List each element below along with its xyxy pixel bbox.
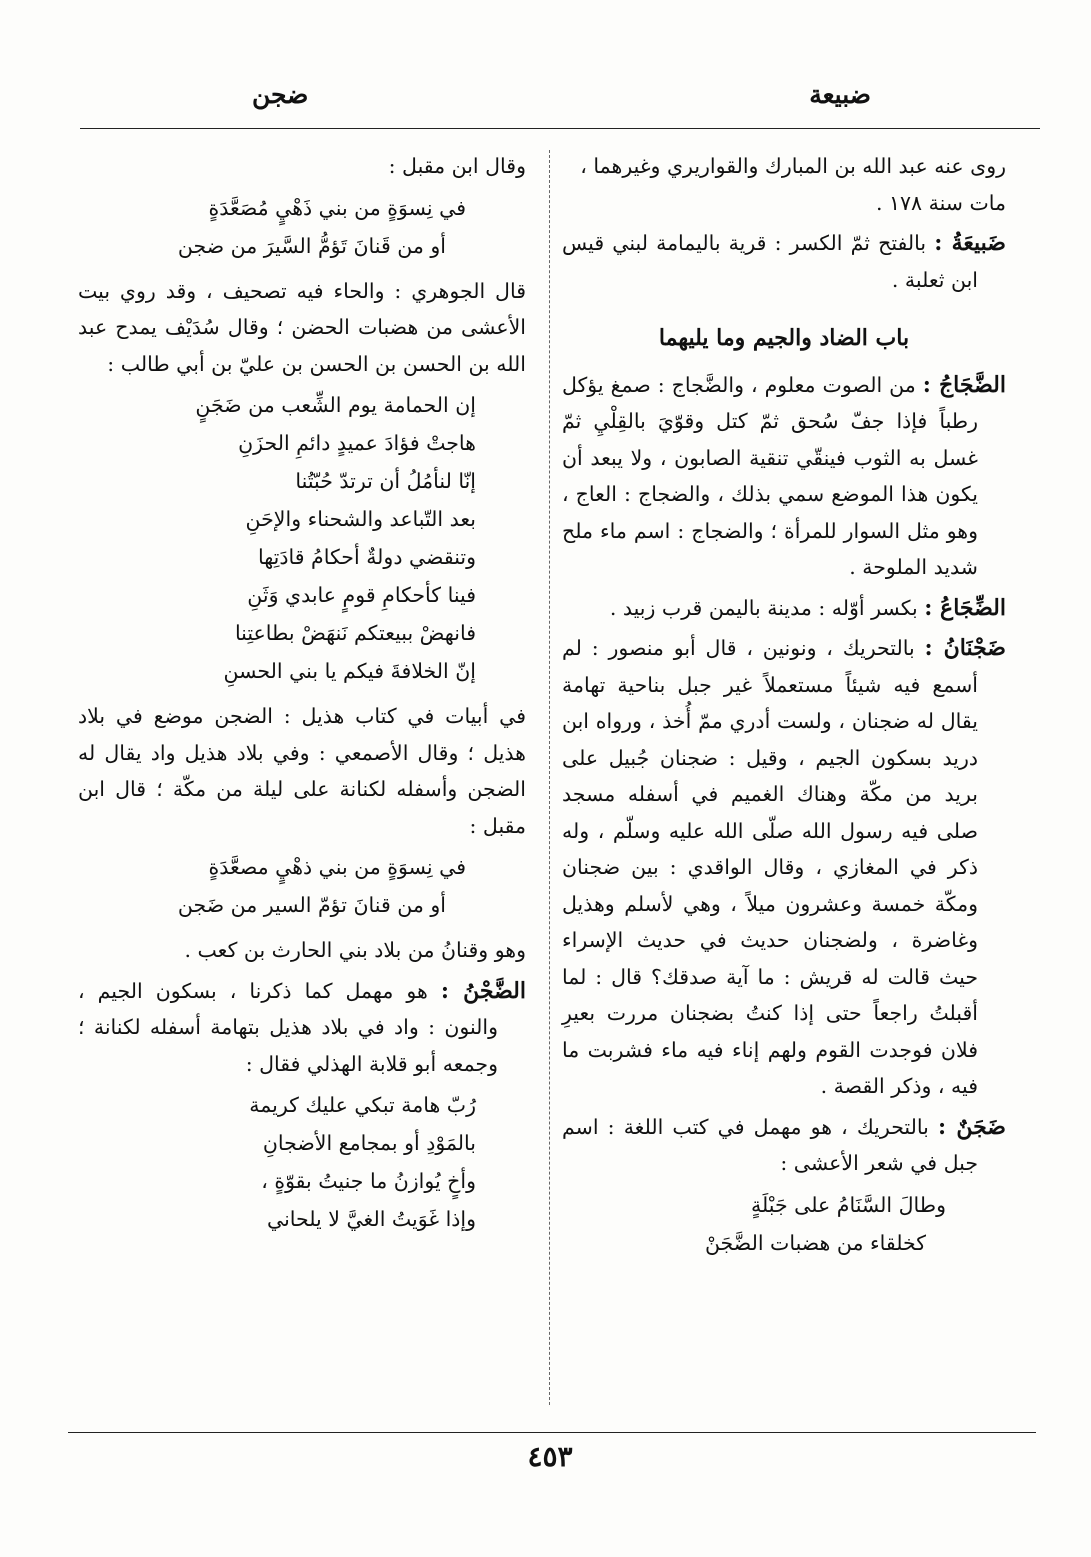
verse-asha (562, 1186, 1006, 1262)
verse-hemistich-2: أو من قَنانَ تَؤمُّ السَّيرَ من ضجن (177, 233, 446, 258)
poem-line: وتنقضي دولةٌ أحكامُ قادَتِها (257, 545, 476, 569)
poem-line: إن الحمامة يوم الشِّعب من ضَجَنٍ (195, 393, 476, 417)
poem-line: بالمَوْدِ أو بمجامع الأضجانِ (262, 1131, 476, 1155)
entry-dajnan (562, 630, 1006, 1105)
paragraph-jawhari: قال الجوهري : والحاء فيه تصحيف ، وقد روي بيت الأعشى من هضبات الحضن ؛ وقال سُدَيْف يمدح عبد الله بن الحسن بن الحسن بن عليّ بن أبي طالب : (78, 278, 526, 376)
entry-dija (562, 590, 1006, 627)
poem-line: رُبّ هامة تبكي عليك كريمة (249, 1093, 476, 1117)
entry-text: بالفتح ثمّ الكسر : قرية باليمامة لبني قيس ابن ثعلبة . (562, 231, 978, 292)
right-column (562, 148, 1006, 1270)
verse-ibn-muqbil-2 (78, 848, 526, 924)
verse-hemistich-2: كخلقاء من هضبات الضَّجَنْ (704, 1230, 926, 1255)
poem-line: إنّا لنأمُلُ أن ترتدّ حُبّتُنا (295, 469, 476, 493)
page-number: ٤٥٣ (527, 1440, 573, 1473)
entry-term: الضَّجْنُ : (440, 977, 527, 1004)
poem-abu-qilaba (78, 1086, 526, 1238)
verse-hemistich-2: أو من قنانَ تؤمّ السير من ضَجن (177, 893, 446, 917)
entry-term: ضَجَنٌ : (937, 1113, 1006, 1140)
column-divider (549, 150, 550, 1405)
entry-dajaj (562, 367, 1006, 586)
entry-term: ضَبيعَةُ : (934, 230, 1006, 256)
poem-sudayf (78, 386, 526, 690)
running-head-right: ضبيعة (809, 80, 871, 109)
verse-ibn-muqbil-1 (78, 189, 526, 265)
entry-text: من الصوت معلوم ، والضَّجاج : صمغ يؤكل رطباً فإذا جفّ سُحق ثمّ كتل وقوّيَ بالقِلْيِ ثمّ غسل به الثوب فينقّي تنقية الصابون ، ولا يبعد أن يكون هذا الموضع سمي بذلك ، والضجاج : العاج ، وهو مثل السوار للمرأة ؛ والضجاج : اسم ماء ملح شديد الملوحة . (562, 372, 978, 579)
entry-dabia (562, 225, 1006, 298)
paragraph-qanan: وهو وقنانُ من بلاد بني الحارث بن كعب . (184, 938, 526, 962)
header-rule (80, 128, 1040, 129)
entry-text: هو مهمل كما ذكرنا ، بسكون الجيم ، والنون : واد في بلاد هذيل بتهامة أسفله لكنانة ؛ وجمعه أبو قلابة الهذلي فقال : (78, 978, 498, 1076)
intro-text: وقال ابن مقبل : (388, 154, 526, 178)
paragraph-hudhayl: في أبيات في كتاب هذيل : الضجن موضع في بلاد هذيل ؛ وقال الأصمعي : وفي بلاد هذيل واد يقال له الضجن وأسفله لكنانة على ليلة من مكّة ؛ قال ابن مقبل : (78, 704, 526, 838)
poem-line: وأخٍ يُوازنُ ما جنيتُ بقوّةٍ ، (261, 1169, 476, 1193)
section-title: باب الضاد والجيم وما يليهما (658, 325, 910, 351)
verse-hemistich-1: في نِسوَةٍ من بني ذهْيٍ مصعَّدَةٍ (208, 855, 466, 879)
poem-line: إنّ الخلافةَ فيكم يا بني الحسنِ (223, 659, 476, 683)
poem-line: هاجتْ فؤادَ عميدٍ دائمِ الحزَنِ (238, 431, 476, 455)
poem-line: فانهضْ ببيعتكم نَنهَضْ بطاعتِنا (234, 621, 476, 645)
entry-term: الضِّجَاعُ : (924, 594, 1006, 621)
entry-dajn (78, 973, 526, 1083)
entry-term: ضَجْنَانُ : (924, 635, 1006, 661)
entry-text: بالتحريك ، هو مهمل في كتب اللغة : اسم جبل في شعر الأعشى : (562, 1114, 978, 1175)
left-column (78, 148, 526, 1246)
verse-hemistich-1: وطالَ السَّنَامُ على جَبْلَةٍ (750, 1192, 946, 1217)
intro-line-1: روى عنه عبد الله بن المبارك والقواريري وغيرهما ، (580, 154, 1006, 178)
entry-term: الضَّجَاجُ : (922, 371, 1006, 398)
poem-line: بعد التّباعد والشحناء والإحَنِ (245, 507, 476, 531)
footer-rule (68, 1432, 1036, 1433)
intro-line-2: مات سنة ١٧٨ . (875, 190, 1006, 215)
entry-dajan (562, 1109, 1006, 1182)
entry-text: بكسر أوّله : مدينة باليمن قرب زبيد . (609, 595, 918, 620)
poem-line: وإذا غَوَيتُ الغيَّ لا يلحاني (266, 1207, 476, 1231)
entry-text: بالتحريك ، ونونين ، قال أبو منصور : لم أسمع فيه شيئاً مستعملاً غير جبل بناحية تهامة يقال له ضجنان ، ولست أدري ممّ أُخذ ، ورواه ابن دريد بسكون الجيم ، وقيل : ضجنان جُبيل على بريد من مكّة وهناك الغميم في أسفله مسجد صلى فيه رسول الله صلّى الله عليه وسلّم ، وله ذكر في المغازي ، وقال الواقدي : بين ضجنان ومكّة خمسة وعشرون ميلاً ، وهي لأسلم وهذيل وغاضرة ، ولضجنان حديث في حديث الإسراء حيث قالت له قريش : ما آية صدقك؟ قال : لما أقبلتُ راجعاً حتى إذا كنتُ بضجنان مررت بعيرِ فلان فوجدت القوم ولهم إناء فيه ماء فشربت ما فيه ، وذكر القصة . (562, 636, 978, 1098)
running-head-left: ضجن (252, 80, 309, 109)
verse-hemistich-1: في نِسوَةٍ من بني ذَهْيٍ مُصَعَّدَةٍ (208, 195, 466, 220)
poem-line: فينا كأحكامِ قومٍ عابدي وَثَنِ (247, 583, 476, 607)
intro-text (562, 148, 1006, 221)
